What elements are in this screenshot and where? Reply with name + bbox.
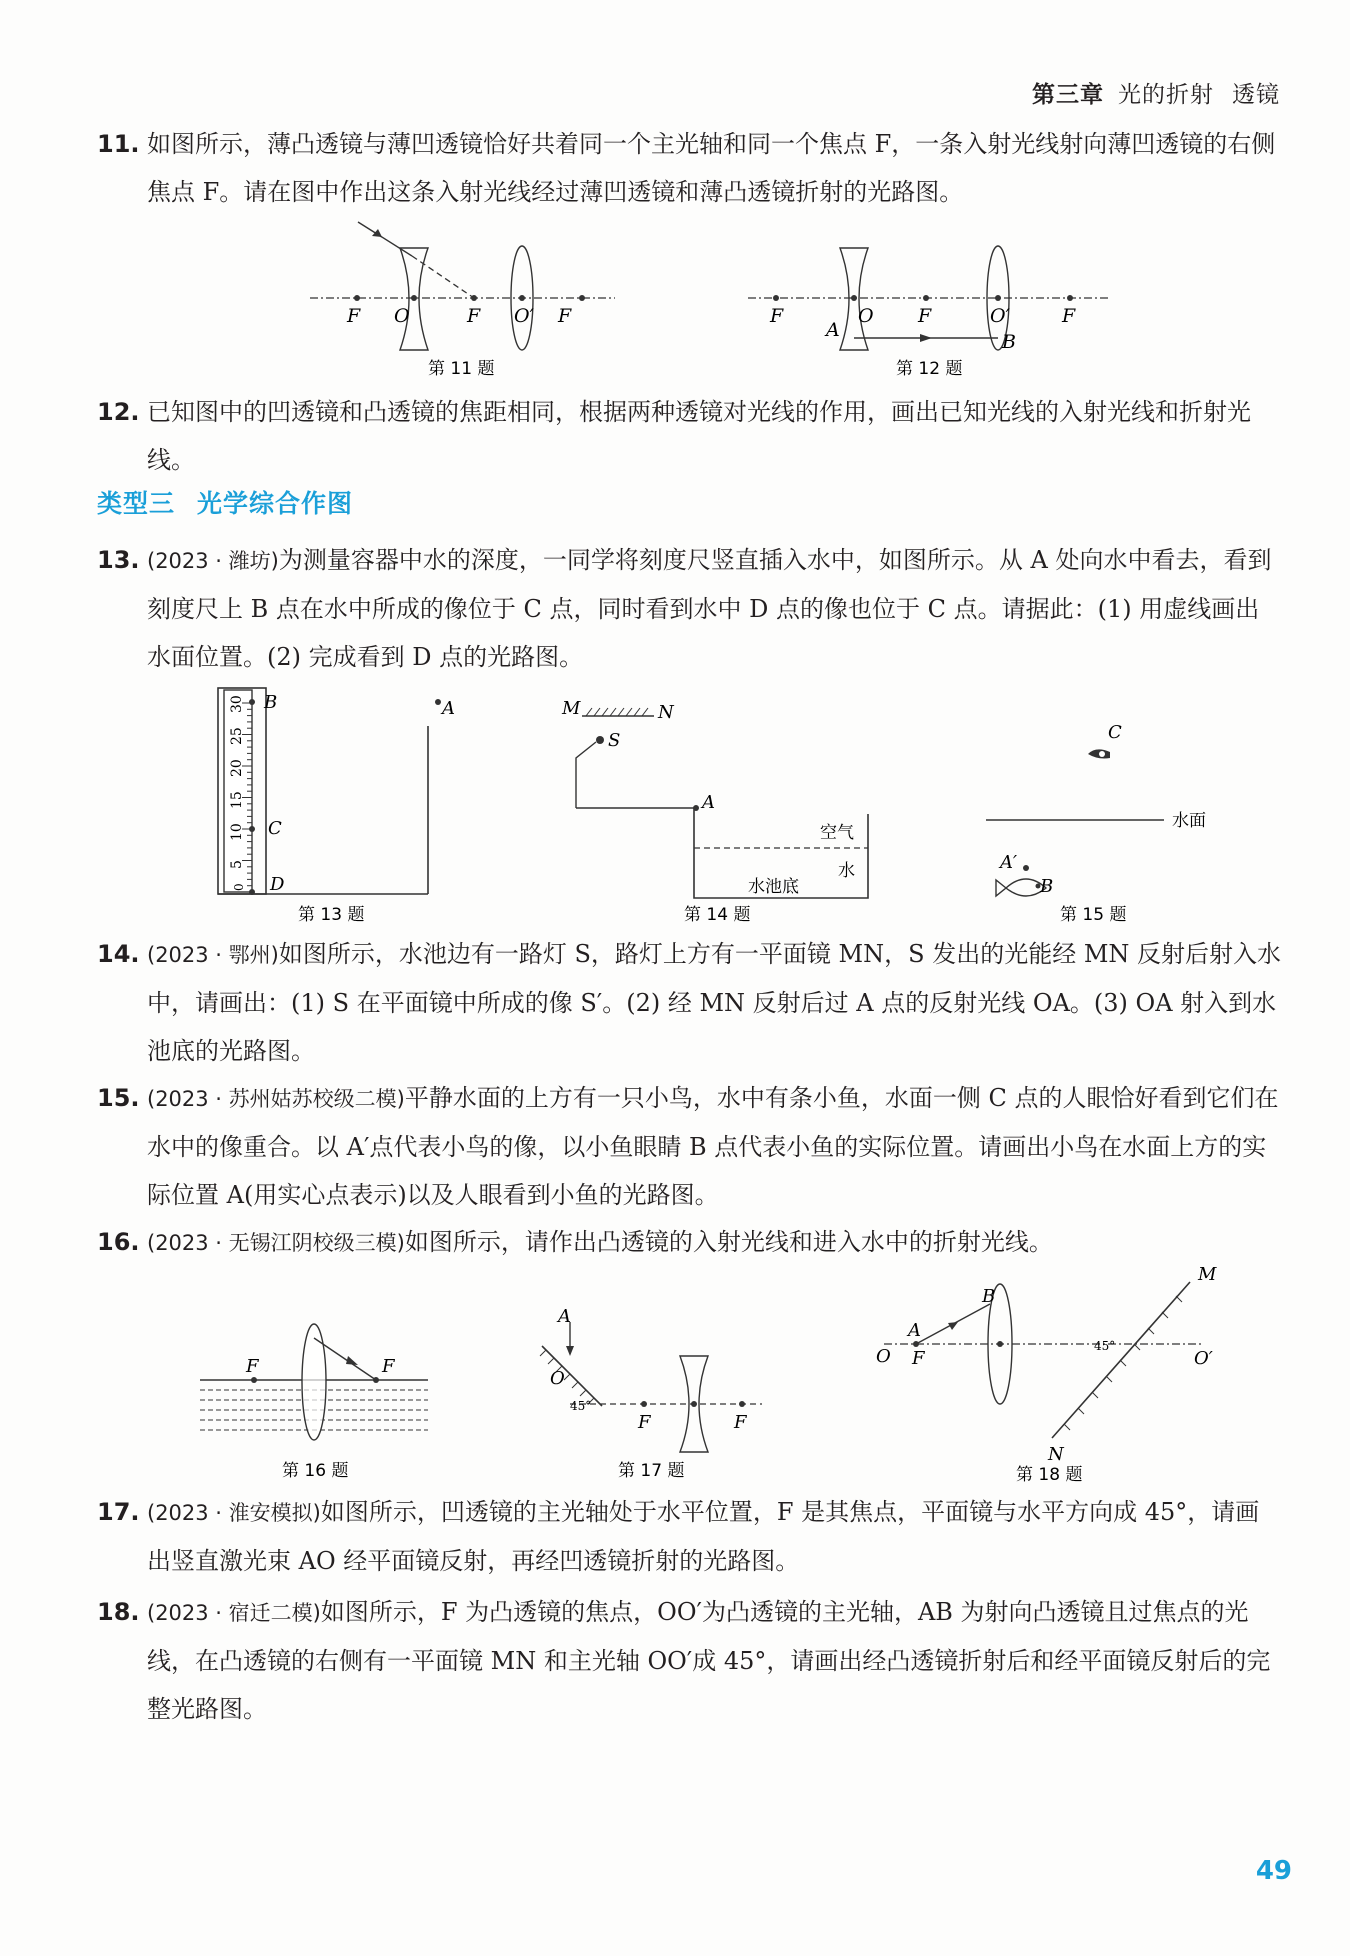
label-f: F xyxy=(912,1348,925,1369)
figure-caption: 第 15 题 xyxy=(1060,905,1127,925)
question-text: 如图所示，凹透镜的主光轴处于水平位置，F 是其焦点，平面镜与水平方向成 45°，请画出竖直激光束 AO 经平面镜反射，再经凹透镜折射的光路图。 xyxy=(147,1498,1260,1575)
question-14 xyxy=(97,930,1282,1075)
figure-17 xyxy=(538,1306,778,1486)
incident-ray xyxy=(358,222,412,256)
label-o: O xyxy=(394,305,410,327)
label-c: C xyxy=(268,818,282,839)
question-number: 13. xyxy=(97,546,140,574)
label-m: M xyxy=(1198,1264,1217,1285)
question-number: 11. xyxy=(97,130,140,158)
question-number: 18. xyxy=(97,1598,140,1626)
pool-outline xyxy=(576,808,868,898)
label-a: A xyxy=(908,1320,921,1341)
question-text: 如图所示，薄凸透镜与薄凹透镜恰好共着同一个主光轴和同一个焦点 F，一条入射光线射向薄凹透镜的右侧焦点 F。请在图中作出这条入射光线经过薄凹透镜和薄凸透镜折射的光路图。 xyxy=(147,130,1276,206)
question-source: (2023 · 无锡江阴校级三模) xyxy=(147,1231,405,1255)
label-s: S xyxy=(608,730,621,751)
figure-16 xyxy=(196,1336,446,1486)
question-12 xyxy=(97,388,1282,484)
question-text: 平静水面的上方有一只小鸟，水中有条小鱼，水面一侧 C 点的人眼恰好看到它们在水中的像重合。以 A′点代表小鸟的像，以小鱼眼睛 B 点代表小鱼的实际位置。请画出小鸟在水面上方的实际位置 A(用实心点表示)以及人眼看到小鱼的光路图。 xyxy=(147,1084,1279,1209)
question-source: (2023 · 淮安模拟) xyxy=(147,1501,321,1525)
label-d: D xyxy=(270,874,285,895)
figure-12 xyxy=(748,218,1118,378)
svg-text:0: 0 xyxy=(232,883,246,891)
question-text: 如图所示，F 为凸透镜的焦点，OO′为凸透镜的主光轴，AB 为射向凸透镜且过焦点的光线，在凸透镜的右侧有一平面镜 MN 和主光轴 OO′成 45°，请画出经凸透镜折射后和经平面镜反射后的完整光路图。 xyxy=(147,1598,1271,1723)
figure-caption: 第 12 题 xyxy=(896,359,963,379)
question-text: 为测量容器中水的深度，一同学将刻度尺竖直插入水中，如图所示。从 A 处向水中看去，看到刻度尺上 B 点在水中所成的像位于 C 点，同时看到水中 D 点的像也位于 C 点。请据此：(1) 用虚线画出水面位置。(2) 完成看到 D 点的光路图。 xyxy=(147,546,1272,671)
eye-icon xyxy=(1088,749,1110,758)
label-a: A xyxy=(442,698,455,719)
question-source: (2023 · 潍坊) xyxy=(147,549,279,573)
figure-13 xyxy=(212,686,455,926)
label-a-prime: A′ xyxy=(1000,852,1018,873)
label-o-prime: O′ xyxy=(514,305,534,327)
section-heading xyxy=(97,484,353,520)
label-b: B xyxy=(1002,331,1016,353)
label-f-left: F xyxy=(770,305,784,327)
label-a: A xyxy=(558,1306,571,1327)
figure-caption: 第 18 题 xyxy=(1016,1465,1083,1485)
question-17 xyxy=(97,1488,1282,1585)
figure-caption: 第 14 题 xyxy=(684,905,751,925)
label-o-prime: O′ xyxy=(990,305,1010,327)
label-f-left: F xyxy=(638,1412,651,1433)
label-b: B xyxy=(1040,876,1054,897)
svg-text:15: 15 xyxy=(229,791,245,809)
label-f-left: F xyxy=(246,1356,259,1377)
label-water: 水 xyxy=(838,861,855,881)
svg-text:30: 30 xyxy=(229,695,245,713)
label-o: O xyxy=(858,305,874,327)
section-title: 光学综合作图 xyxy=(197,489,354,518)
label-a: A xyxy=(702,792,715,813)
question-11 xyxy=(97,120,1282,216)
question-number: 14. xyxy=(97,940,140,968)
chapter-title: 光的折射 xyxy=(1118,82,1214,108)
question-number: 16. xyxy=(97,1228,140,1256)
figure-14 xyxy=(562,692,882,926)
label-f-right: F xyxy=(558,305,572,327)
question-15 xyxy=(97,1074,1282,1219)
label-m: M xyxy=(562,698,581,719)
chapter-header xyxy=(1032,76,1280,109)
question-text: 如图所示，水池边有一路灯 S，路灯上方有一平面镜 MN，S 发出的光能经 MN 反射后射入水中，请画出：(1) S 在平面镜中所成的像 S′。(2) 经 MN 反射后过 A 点的反射光线 OA。(3) OA 射入到水池底的光路图。 xyxy=(147,940,1282,1065)
ray-arrow xyxy=(372,229,382,237)
figure-15 xyxy=(978,720,1238,928)
figure-caption: 第 11 题 xyxy=(428,359,495,379)
figure-caption: 第 13 题 xyxy=(298,905,365,925)
label-f-mid: F xyxy=(467,305,481,327)
svg-text:5: 5 xyxy=(229,860,245,869)
question-source: (2023 · 宿迁二模) xyxy=(147,1601,321,1625)
label-a: A xyxy=(826,319,840,341)
question-source: (2023 · 苏州姑苏校级二模) xyxy=(147,1087,405,1111)
chapter-subtitle: 透镜 xyxy=(1232,82,1280,108)
label-f-right: F xyxy=(382,1356,395,1377)
label-pool-bottom: 水池底 xyxy=(748,877,799,897)
label-f-right: F xyxy=(1062,305,1076,327)
label-b: B xyxy=(264,692,278,713)
question-source: (2023 · 鄂州) xyxy=(147,943,279,967)
question-18 xyxy=(97,1588,1282,1733)
question-text: 如图所示，请作出凸透镜的入射光线和进入水中的折射光线。 xyxy=(404,1228,1053,1256)
label-f-right: F xyxy=(734,1412,747,1433)
label-45-deg: 45° xyxy=(570,1399,592,1413)
plane-mirror xyxy=(1052,1282,1190,1438)
label-water-surface: 水面 xyxy=(1172,811,1206,831)
svg-text:10: 10 xyxy=(229,823,245,841)
question-13 xyxy=(97,536,1282,681)
page-number: 49 xyxy=(1255,1856,1292,1886)
figure-caption: 第 17 题 xyxy=(618,1461,685,1481)
figure-18 xyxy=(868,1266,1228,1486)
label-45-deg: 45° xyxy=(1094,1339,1116,1353)
svg-text:20: 20 xyxy=(229,759,245,777)
question-number: 17. xyxy=(97,1498,140,1526)
question-number: 12. xyxy=(97,398,140,426)
label-c: C xyxy=(1108,722,1122,743)
section-label: 类型三 xyxy=(97,489,176,518)
label-n: N xyxy=(1048,1444,1064,1465)
convex-lens xyxy=(302,1324,326,1440)
figure-11 xyxy=(310,218,630,378)
label-air: 空气 xyxy=(820,823,854,843)
figure-caption: 第 16 题 xyxy=(282,1461,349,1481)
svg-text:25: 25 xyxy=(229,727,245,745)
question-text: 已知图中的凹透镜和凸透镜的焦距相同，根据两种透镜对光线的作用，画出已知光线的入射光线和折射光线。 xyxy=(147,398,1251,474)
label-o-prime: O′ xyxy=(1194,1348,1213,1369)
lamp-post xyxy=(576,742,596,808)
label-f-left: F xyxy=(347,305,361,327)
label-b: B xyxy=(982,1286,996,1307)
question-16 xyxy=(97,1218,1282,1267)
question-number: 15. xyxy=(97,1084,140,1112)
label-n: N xyxy=(658,702,674,723)
chapter-number: 第三章 xyxy=(1032,82,1104,108)
label-f-mid: F xyxy=(918,305,932,327)
label-o: O xyxy=(876,1346,891,1367)
label-o: O xyxy=(550,1368,565,1389)
